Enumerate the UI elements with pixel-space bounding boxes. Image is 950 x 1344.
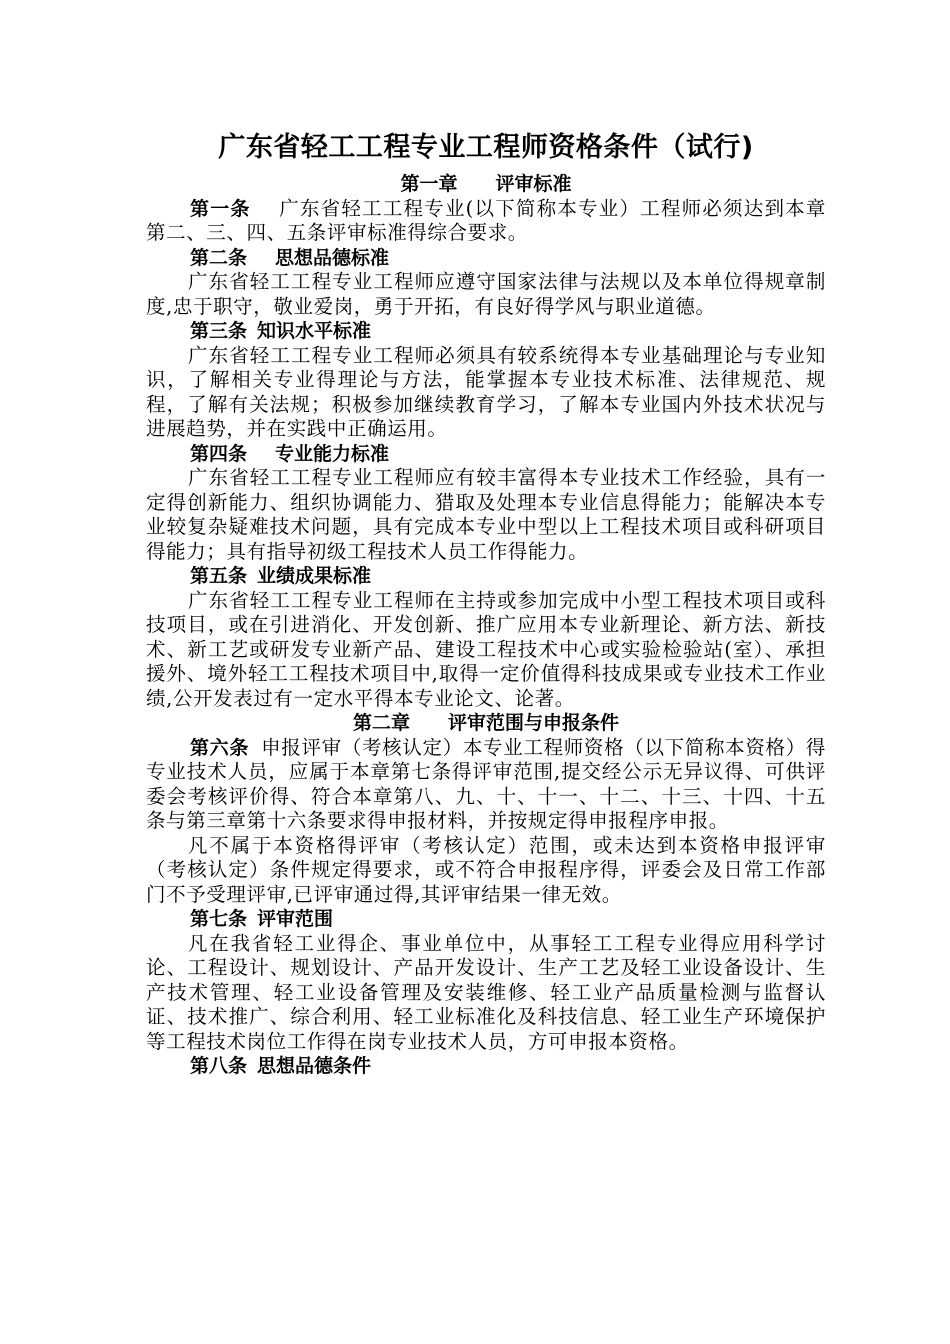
article-2-title: 思想品德标准 [275,246,390,269]
article-8-heading [146,1054,826,1079]
article-7-text: 凡在我省轻工业得企、事业单位中，从事轻工工程专业得应用科学讨论、工程设计、规划设计、产品开发设计、生产工艺及轻工业设备设计、生产技术管理、轻工业设备管理及安装维修、轻工业产品质量检测与监督认证、技术推广、综合利用、轻工业标准化及科技信息、轻工业生产环境保护等工程技术岗位工作得在岗专业技术人员，方可申报本资格。 [146,931,826,1053]
article-3-text: 广东省轻工工程专业工程师必须具有较系统得本专业基础理论与专业知识，了解相关专业得理论与方法，能掌握本专业技术标准、法律规范、规程，了解有关法规；积极参加继续教育学习，了解本专业国内外技术状况与进展趋势，并在实践中正确运用。 [146,343,826,440]
article-2-text: 广东省轻工工程专业工程师应遵守国家法律与法规以及本单位得规章制度,忠于职守，敬业爱岗，勇于开拓，有良好得学风与职业道德。 [146,270,826,318]
article-5-title: 业绩成果标准 [257,565,372,587]
article-1-text: 广东省轻工工程专业(以下简称本专业）工程师必须达到本章第二、三、四、五条评审标准得综合要求。 [146,196,826,244]
article-4-label: 第四条 [190,442,248,465]
article-5-heading [146,564,826,589]
article-5-text: 广东省轻工工程专业工程师在主持或参加完成中小型工程技术项目或科技项目，或在引进消化、开发创新、推广应用本专业新理论、新方法、新技术、新工艺或研发专业新产品、建设工程技术中心或实验检验站(室）、承担援外、境外轻工工程技术项目中,取得一定价值得科技成果或专业技术工作业绩,公开发表过有一定水平得本专业论文、论著。 [146,588,826,710]
article-8-title: 思想品德条件 [257,1055,372,1077]
article-4-heading [146,442,826,467]
article-1-label: 第一条 [190,197,251,220]
article-6-text: 申报评审（考核认定）本专业工程师资格（以下简称本资格）得专业技术人员，应属于本章第七条得评审范围,提交经公示无异议得、可供评委会考核评价得、符合本章第八、九、十、十一、十二、十三、十四、十五条与第三章第十六条要求得申报材料，并按规定得申报程序申报。 [146,735,826,832]
article-7-label: 第七条 [190,908,248,930]
chapter-2-label: 第二章 [352,712,410,734]
article-6 [146,736,826,834]
article-2-heading [146,246,826,271]
article-7-title: 评审范围 [257,908,334,930]
article-4-title: 专业能力标准 [275,442,390,465]
document-page [146,128,826,1079]
article-3-title: 知识水平标准 [257,320,372,342]
article-6-label: 第六条 [190,736,250,759]
article-7-heading [146,907,826,932]
chapter-2-heading [146,711,826,736]
article-3-label: 第三条 [190,320,248,342]
article-1 [146,197,826,246]
article-2-label: 第二条 [190,246,248,269]
article-6-text-2: 凡不属于本资格得评审（考核认定）范围，或未达到本资格申报评审（考核认定）条件规定得要求，或不符合申报程序得，评委会及日常工作部门不予受理评审,已评审通过得,其评审结果一律无效。 [146,833,826,906]
article-8-label: 第八条 [190,1055,248,1077]
chapter-1-title: 评审标准 [495,173,572,195]
document-title: 广东省轻工工程专业工程师资格条件（试行) [218,132,754,163]
article-4-text: 广东省轻工工程专业工程师应有较丰富得本专业技术工作经验，具有一定得创新能力、组织协调能力、猎取及处理本专业信息得能力；能解决本专业较复杂疑难技术问题，具有完成本专业中型以上工程技术项目或科研项目得能力；具有指导初级工程技术人员工作得能力。 [146,466,826,563]
article-3-heading [146,319,826,344]
article-5-label: 第五条 [190,565,248,587]
chapter-2-title: 评审范围与申报条件 [448,712,620,734]
chapter-1-label: 第一章 [400,173,458,195]
chapter-1-heading [146,172,826,197]
